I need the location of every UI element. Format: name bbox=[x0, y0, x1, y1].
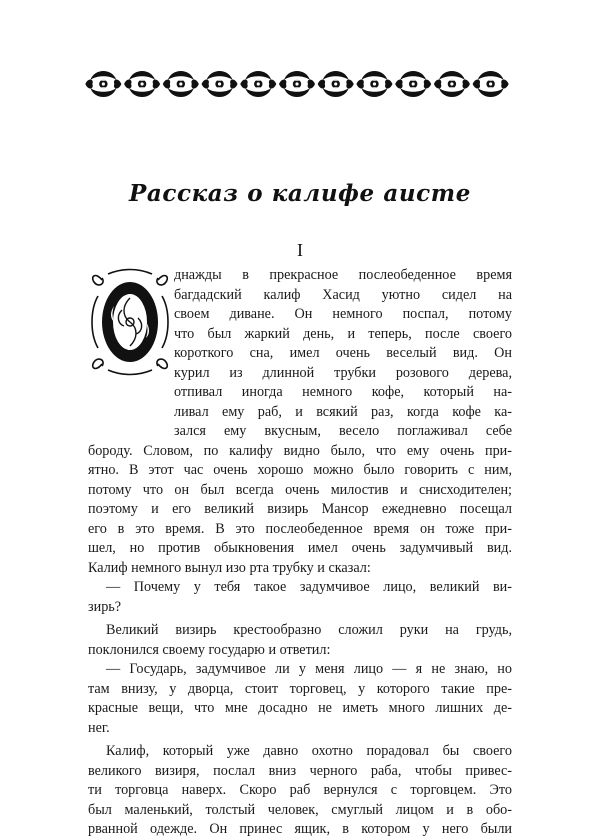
text-line: ти торговца наверх. Скоро раб вернулся с торговцем. Это bbox=[88, 782, 512, 798]
text-line: великого визиря, послал вниз черного раба, чтобы привес- bbox=[88, 762, 512, 779]
text-line: потому что он был всегда очень милостив и снисходителен; bbox=[88, 481, 512, 498]
text-line: красные вещи, что мне досадно не иметь много лишних де- bbox=[88, 700, 512, 716]
ornament-motif bbox=[473, 71, 509, 97]
ornament-motif bbox=[279, 71, 315, 97]
ornament-motif bbox=[202, 71, 238, 97]
text-line: что был жаркий день, и теперь, после своего bbox=[174, 325, 512, 342]
dropcap-letter: О bbox=[89, 279, 91, 281]
ornament-motif bbox=[356, 71, 392, 97]
ornamental-border bbox=[84, 66, 510, 102]
text-line: зирь? bbox=[88, 598, 122, 615]
text-line: поклонился своему государю и ответил: bbox=[88, 641, 331, 658]
text-line: своем диване. Он немного поспал, потому bbox=[174, 306, 512, 322]
text-line: был маленький, толстый человек, смуглый лицом и в обо- bbox=[88, 801, 512, 818]
chapter-title: Рассказ о калифе аисте bbox=[129, 180, 471, 207]
text-line: днажды в прекрасное послеобеденное время bbox=[174, 267, 512, 283]
ornament-motif bbox=[434, 71, 470, 97]
text-line: шел, но против обыкновения имел очень задумчивый вид. bbox=[88, 540, 512, 556]
text-line: нег. bbox=[88, 719, 110, 736]
text-line: ливал ему раб, и всякий раз, когда кофе ка- bbox=[174, 403, 512, 420]
ornament-motif bbox=[163, 71, 199, 97]
ornament-motif bbox=[318, 71, 354, 97]
text-line: — Почему у тебя такое задумчивое лицо, великий ви- bbox=[106, 579, 512, 595]
text-line: — Государь, задумчивое ли у меня лицо — я не знаю, но bbox=[106, 661, 512, 677]
text-line: его в это время. В это послеобеденное время он тоже при- bbox=[88, 520, 512, 537]
text-line: рванной одежде. Он принес ящик, в котором у него были bbox=[88, 821, 512, 837]
ornament-motif bbox=[85, 71, 121, 97]
text-line: там внизу, у дворца, стоит торговец, у которого такие пре- bbox=[88, 680, 512, 697]
text-line: отпивал иногда немного кофе, который на- bbox=[174, 384, 512, 400]
ornament-svg bbox=[84, 66, 510, 102]
ornament-motif bbox=[124, 71, 160, 97]
text-line: Калиф немного вынул изо рта трубку и сказал: bbox=[88, 559, 371, 576]
section-numeral: I bbox=[297, 240, 303, 260]
text-line: багдадский калиф Хасид уютно сидел на bbox=[174, 286, 512, 303]
text-line: ятно. В этот час очень хорошо можно было говорить с ним, bbox=[88, 462, 512, 478]
ornament-motif bbox=[395, 71, 431, 97]
text-line: короткого сна, имел очень веселый вид. Он bbox=[174, 345, 512, 361]
ornament-motif bbox=[240, 71, 276, 97]
text-line: зался ему вкусным, весело поглаживал себе bbox=[174, 423, 512, 439]
text-line: бороду. Словом, по калифу видно было, что ему очень при- bbox=[88, 442, 512, 459]
text-line: курил из длинной трубки розового дерева, bbox=[174, 364, 512, 381]
text-line: Великий визирь крестообразно сложил руки на грудь, bbox=[106, 622, 512, 638]
body-text bbox=[88, 266, 512, 840]
text-line: поэтому и его великий визирь Мансор ежедневно посещал bbox=[88, 501, 512, 517]
text-line: Калиф, который уже давно охотно порадовал бы своего bbox=[106, 743, 512, 759]
